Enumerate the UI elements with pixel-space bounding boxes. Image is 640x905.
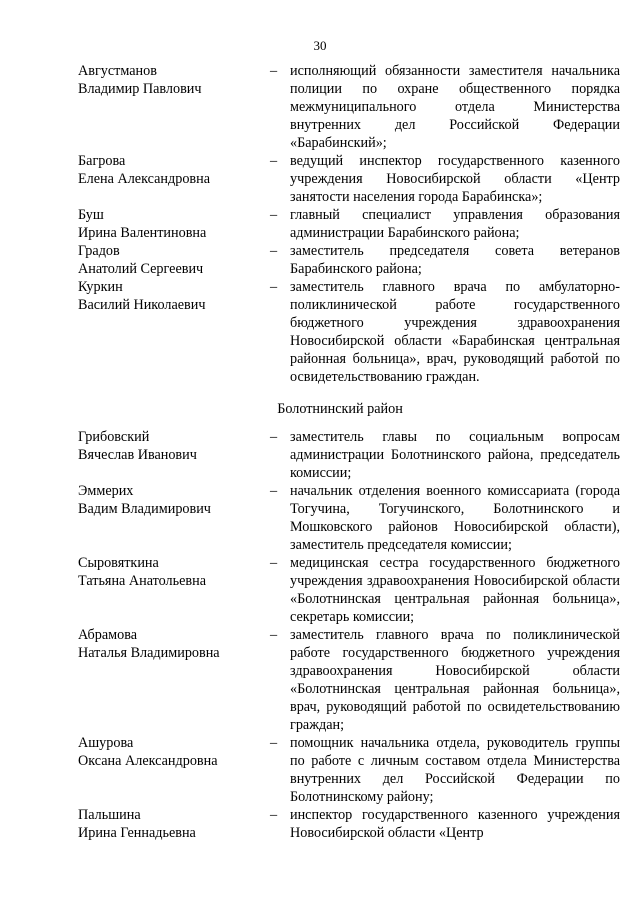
member-given-names: Оксана Александровна bbox=[78, 753, 218, 769]
member-entry bbox=[0, 152, 640, 206]
member-surname: Пальшина bbox=[78, 807, 141, 823]
member-name bbox=[0, 482, 266, 554]
member-entry bbox=[0, 242, 640, 278]
member-name bbox=[0, 806, 266, 842]
member-surname: Сыровяткина bbox=[78, 555, 159, 571]
member-entry bbox=[0, 278, 640, 386]
member-entry bbox=[0, 806, 640, 842]
barabinsk-members bbox=[0, 62, 640, 386]
member-role: начальник отделения военного комиссариата (города Тогучина, Тогучинского, Болотнинского и Мошковского районов Новосибирской области), заместитель председателя комиссии; bbox=[290, 483, 620, 553]
member-surname: Августманов bbox=[78, 63, 157, 79]
member-name bbox=[0, 206, 266, 242]
member-name bbox=[0, 62, 266, 152]
member-given-names: Елена Александровна bbox=[78, 171, 210, 187]
member-given-names: Ирина Геннадьевна bbox=[78, 825, 196, 841]
member-name bbox=[0, 734, 266, 806]
member-surname: Буш bbox=[78, 207, 104, 223]
commission-list bbox=[0, 62, 640, 842]
member-given-names: Татьяна Анатольевна bbox=[78, 573, 206, 589]
member-role: помощник начальника отдела, руководитель группы по работе с личным составом отдела Министерства внутренних дел Российской Федерации по Болотнинскому району; bbox=[290, 735, 620, 805]
bolotnoe-members bbox=[0, 428, 640, 842]
member-surname: Грибовский bbox=[78, 429, 150, 445]
member-role: главный специалист управления образования администрации Барабинского района; bbox=[290, 207, 620, 241]
dash-separator: – bbox=[270, 555, 278, 571]
dash-separator: – bbox=[270, 63, 278, 79]
dash-separator: – bbox=[270, 627, 278, 643]
member-surname: Ашурова bbox=[78, 735, 134, 751]
dash-separator: – bbox=[270, 807, 278, 823]
dash-separator: – bbox=[270, 207, 278, 223]
section-title: Болотнинский район bbox=[277, 401, 403, 417]
member-name bbox=[0, 152, 266, 206]
page-number: 30 bbox=[313, 38, 327, 53]
member-surname: Градов bbox=[78, 243, 120, 259]
member-given-names: Наталья Владимировна bbox=[78, 645, 220, 661]
member-entry bbox=[0, 554, 640, 626]
member-given-names: Владимир Павлович bbox=[78, 81, 202, 97]
member-entry bbox=[0, 734, 640, 806]
dash-separator: – bbox=[270, 279, 278, 295]
member-surname: Абрамова bbox=[78, 627, 138, 643]
dash-separator: – bbox=[270, 153, 278, 169]
dash-separator: – bbox=[270, 243, 278, 259]
member-role: заместитель председателя совета ветеранов Барабинского района; bbox=[290, 243, 620, 277]
member-name bbox=[0, 626, 266, 734]
member-role: инспектор государственного казенного учреждения Новосибирской области «Центр bbox=[290, 807, 620, 841]
member-role: медицинская сестра государственного бюджетного учреждения здравоохранения Новосибирской области «Болотнинская центральная районная больница», секретарь комиссии; bbox=[290, 555, 620, 625]
member-given-names: Анатолий Сергеевич bbox=[78, 261, 204, 277]
member-name bbox=[0, 428, 266, 482]
member-role: заместитель главного врача по поликлинической работе государственного бюджетного учреждения здравоохранения Новосибирской области «Болотнинская центральная районная больница», врач, руководящий работой по освидетельствованию граждан; bbox=[290, 627, 620, 733]
member-entry bbox=[0, 626, 640, 734]
member-role: заместитель главы по социальным вопросам администрации Болотнинского района, председатель комиссии; bbox=[290, 429, 620, 481]
dash-separator: – bbox=[270, 735, 278, 751]
dash-separator: – bbox=[270, 429, 278, 445]
member-role: ведущий инспектор государственного казенного учреждения Новосибирской области «Центр занятости населения города Барабинска»; bbox=[290, 153, 620, 205]
member-name bbox=[0, 554, 266, 626]
member-given-names: Ирина Валентиновна bbox=[78, 225, 207, 241]
member-name bbox=[0, 278, 266, 386]
member-name bbox=[0, 242, 266, 278]
member-entry bbox=[0, 62, 640, 152]
member-given-names: Вячеслав Иванович bbox=[78, 447, 197, 463]
member-given-names: Василий Николаевич bbox=[78, 297, 206, 313]
member-entry bbox=[0, 206, 640, 242]
member-entry bbox=[0, 482, 640, 554]
member-surname: Куркин bbox=[78, 279, 123, 295]
dash-separator: – bbox=[270, 483, 278, 499]
member-surname: Эммерих bbox=[78, 483, 134, 499]
member-given-names: Вадим Владимирович bbox=[78, 501, 211, 517]
member-entry bbox=[0, 428, 640, 482]
member-role: исполняющий обязанности заместителя начальника полиции по охране общественного порядка межмуниципального отдела Министерства внутренних дел Российской Федерации «Барабинский»; bbox=[290, 63, 620, 151]
member-role: заместитель главного врача по амбулаторно-поликлинической работе государственного бюджетного учреждения здравоохранения Новосибирской области «Барабинская центральная районная больница», врач, руководящий работой по освидетельствованию граждан. bbox=[290, 279, 620, 385]
member-surname: Багрова bbox=[78, 153, 126, 169]
